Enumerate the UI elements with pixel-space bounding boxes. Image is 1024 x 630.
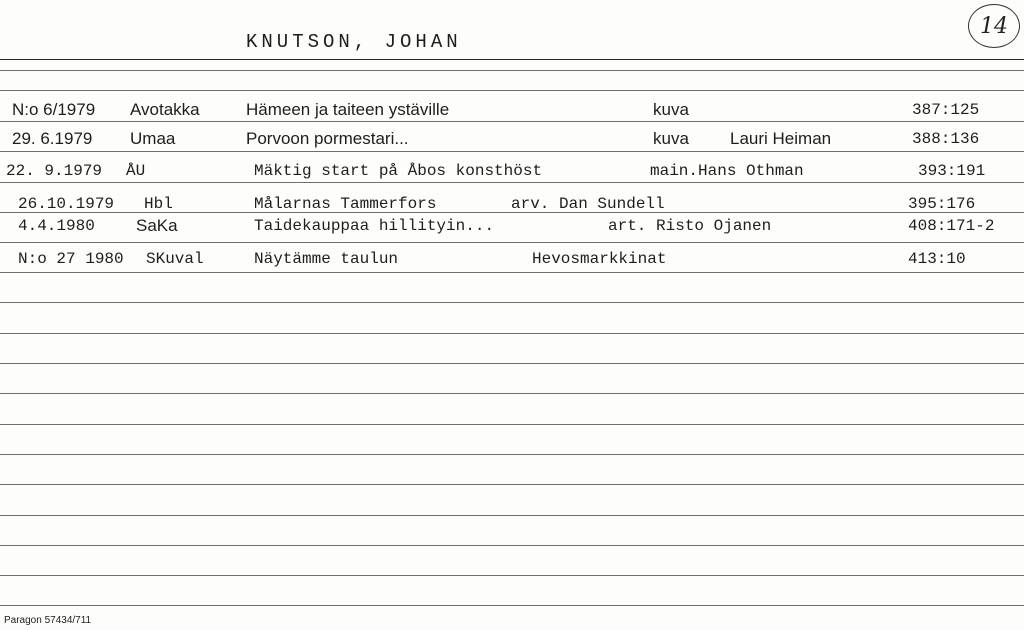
rule: [0, 121, 1024, 122]
header-rule: [0, 59, 1024, 60]
entry-ref: 395:176: [908, 195, 976, 213]
entry-title: Taidekauppaa hillityin...: [254, 217, 495, 235]
card-title: KNUTSON, JOHAN: [246, 31, 462, 53]
rule: [0, 242, 1024, 243]
entry-source: Umaa: [130, 129, 176, 148]
entry-type: Hevosmarkkinat: [532, 250, 667, 268]
rule: [0, 302, 1024, 303]
entry-source: SaKa: [136, 216, 178, 235]
entry-source: ÅU: [126, 162, 146, 180]
entry-title: Målarnas Tammerfors: [254, 195, 437, 213]
entry-title: Porvoon pormestari...: [246, 129, 409, 148]
entry-ref: 388:136: [912, 130, 980, 148]
entry-date: 29. 6.1979: [12, 129, 93, 148]
entry-type: kuva: [653, 129, 689, 148]
rule: [0, 424, 1024, 425]
rule: [0, 545, 1024, 546]
entry-title: Näytämme taulun: [254, 250, 399, 268]
entry-source: SKuval: [146, 250, 204, 268]
card-footer: Paragon 57434/711: [4, 615, 92, 626]
entry-title: Mäktig start på Åbos konsthöst: [254, 162, 543, 180]
entry-person: Lauri Heiman: [730, 129, 832, 148]
rule: [0, 151, 1024, 152]
rule: [0, 272, 1024, 273]
rule: [0, 333, 1024, 334]
entry-title: Hämeen ja taiteen ystäville: [246, 100, 450, 119]
rule: [0, 363, 1024, 364]
entry-type: art. Risto Ojanen: [608, 217, 772, 235]
entry-type: kuva: [653, 100, 689, 119]
entry-source: Avotakka: [130, 100, 200, 119]
rule: [0, 90, 1024, 91]
rule: [0, 393, 1024, 394]
entry-ref: 413:10: [908, 250, 966, 268]
rule: [0, 484, 1024, 485]
rule: [0, 575, 1024, 576]
entry-date: 22. 9.1979: [6, 162, 103, 180]
page-number: 14: [980, 13, 1008, 39]
entry-source: Hbl: [144, 195, 173, 213]
entry-date: 4.4.1980: [18, 217, 95, 235]
rule: [0, 605, 1024, 606]
rule: [0, 70, 1024, 71]
page-number-circle: [968, 4, 1020, 48]
entry-ref: 408:171-2: [908, 217, 995, 235]
rule: [0, 182, 1024, 183]
entry-type: arv. Dan Sundell: [511, 195, 665, 213]
entry-ref: 393:191: [918, 162, 986, 180]
entry-type: main.Hans Othman: [650, 162, 804, 180]
rule: [0, 454, 1024, 455]
entry-date: 26.10.1979: [18, 195, 115, 213]
rule: [0, 515, 1024, 516]
entry-ref: 387:125: [912, 101, 980, 119]
entry-date: N:o 27 1980: [18, 250, 124, 268]
entry-date: N:o 6/1979: [12, 100, 96, 119]
